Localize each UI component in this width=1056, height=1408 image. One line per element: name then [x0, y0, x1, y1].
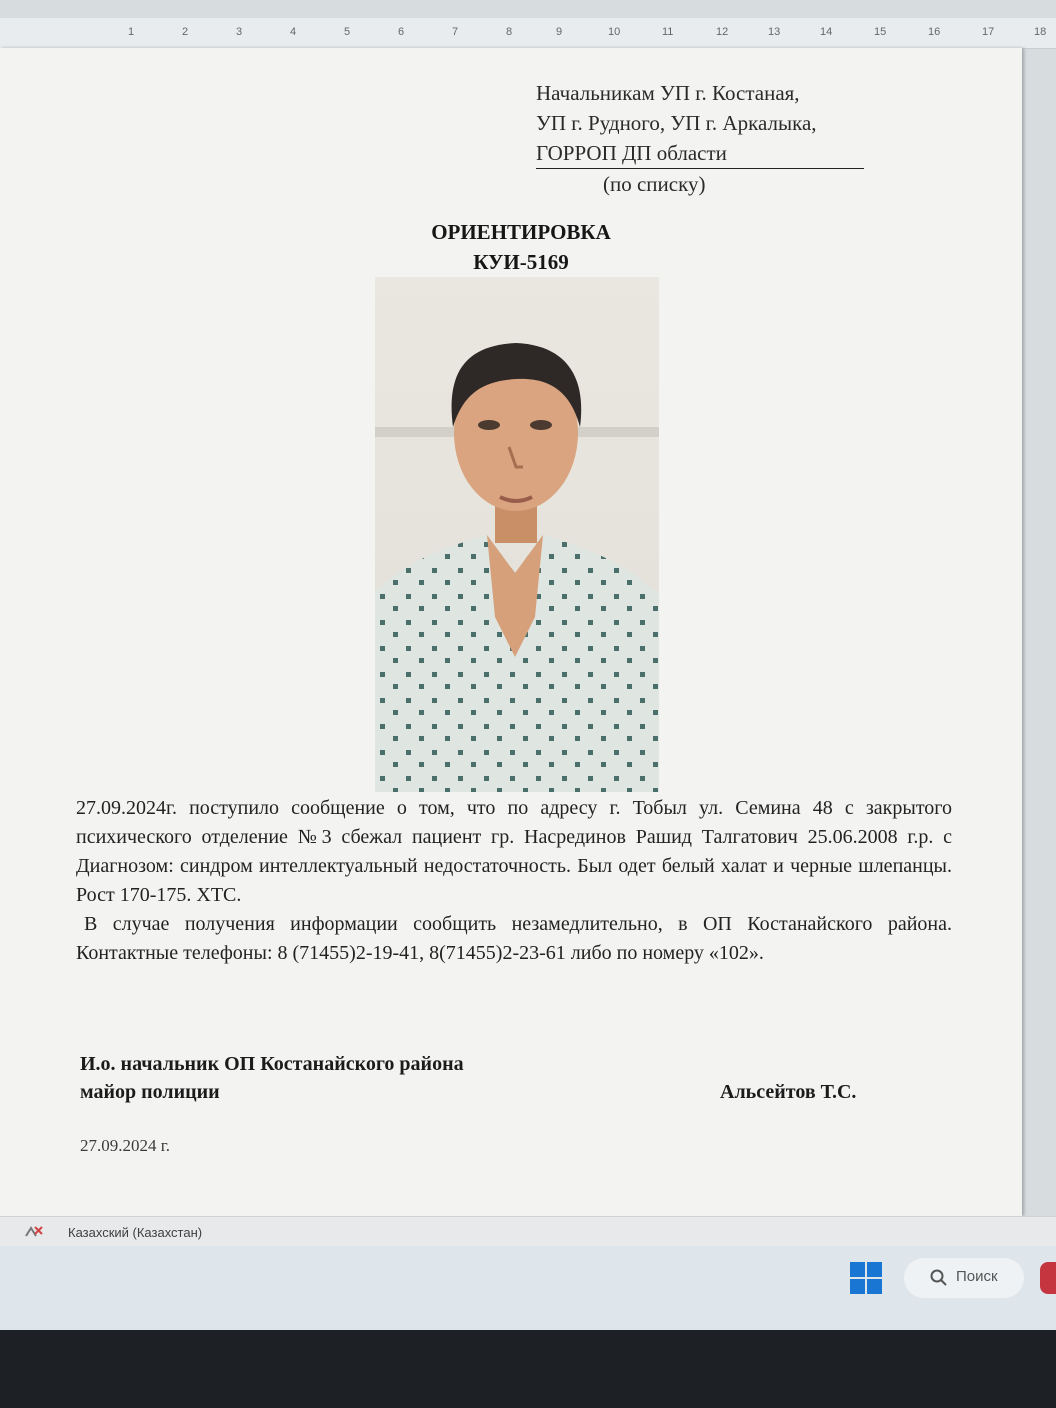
ruler-number: 14: [820, 26, 833, 38]
ruler-number: 12: [716, 26, 729, 38]
signature-rank: майор полиции: [80, 1081, 220, 1103]
search-icon: [930, 1269, 948, 1287]
document-title: ОРИЕНТИРОВКА: [431, 220, 611, 244]
addressee-line: ГОРРОП ДП области: [536, 138, 864, 169]
contact-paragraph: В случае получения информации сообщить незамедлительно, в ОП Костанайского района. Контактные телефоны: 8 (71455)2-19-41, 8(71455)2-23-61 либо по номеру «102».: [76, 913, 952, 964]
spellcheck-icon[interactable]: [24, 1224, 44, 1240]
search-label: Поиск: [956, 1268, 998, 1285]
taskbar-app-icon[interactable]: [1040, 1262, 1056, 1294]
ruler-number: 6: [398, 26, 405, 38]
ruler-number: 8: [506, 26, 513, 38]
addressee-block: [536, 78, 896, 199]
ruler-number: 1: [128, 26, 135, 38]
ruler-number: 17: [982, 26, 995, 38]
ruler-number: 7: [452, 26, 459, 38]
ruler-number: 16: [928, 26, 941, 38]
signature-block: [80, 1050, 900, 1106]
addressee-line: (по списку): [603, 172, 706, 196]
person-photo-drawing: [375, 277, 659, 792]
ruler-number: 18: [1034, 26, 1047, 38]
windows-icon[interactable]: [850, 1262, 882, 1294]
ruler-number: 2: [182, 26, 189, 38]
ruler-number: 15: [874, 26, 887, 38]
document-date: 27.09.2024 г.: [80, 1136, 171, 1155]
ruler-number: 13: [768, 26, 781, 38]
ruler-number: 9: [556, 26, 563, 38]
document-number: КУИ-5169: [473, 250, 569, 274]
ruler-number: 4: [290, 26, 297, 38]
ruler-number: 3: [236, 26, 243, 38]
ruler-number: 10: [608, 26, 621, 38]
document-page[interactable]: [0, 48, 1022, 1216]
signature-name: Альсейтов Т.С.: [720, 1081, 857, 1103]
person-photo: [375, 277, 659, 792]
addressee-line: Начальникам УП г. Костаная,: [536, 81, 800, 105]
body-paragraph: [76, 794, 952, 968]
ruler-number: 11: [662, 26, 674, 38]
addressee-line: УП г. Рудного, УП г. Аркалыка,: [536, 111, 817, 135]
ruler-number: 5: [344, 26, 351, 38]
taskbar: [0, 1246, 1056, 1330]
language-indicator[interactable]: Казахский (Казахстан): [68, 1225, 203, 1240]
incident-paragraph: 27.09.2024г. поступило сообщение о том, что по адресу г. Тобыл ул. Семина 48 с закрытого психического отделение №3 сбежал пациент гр. Насрединов Рашид Талгатович 25.06.2008 г.р. с Диагнозом: синдром интеллектуальный недостаточность. Был одет белый халат и черные шлепанцы. Рост 170-175. ХТС.: [76, 797, 952, 906]
taskbar-search[interactable]: [904, 1258, 1024, 1298]
signature-title: И.о. начальник ОП Костанайского района: [80, 1053, 464, 1075]
ruler[interactable]: [0, 18, 1056, 49]
status-bar: [0, 1216, 1056, 1247]
